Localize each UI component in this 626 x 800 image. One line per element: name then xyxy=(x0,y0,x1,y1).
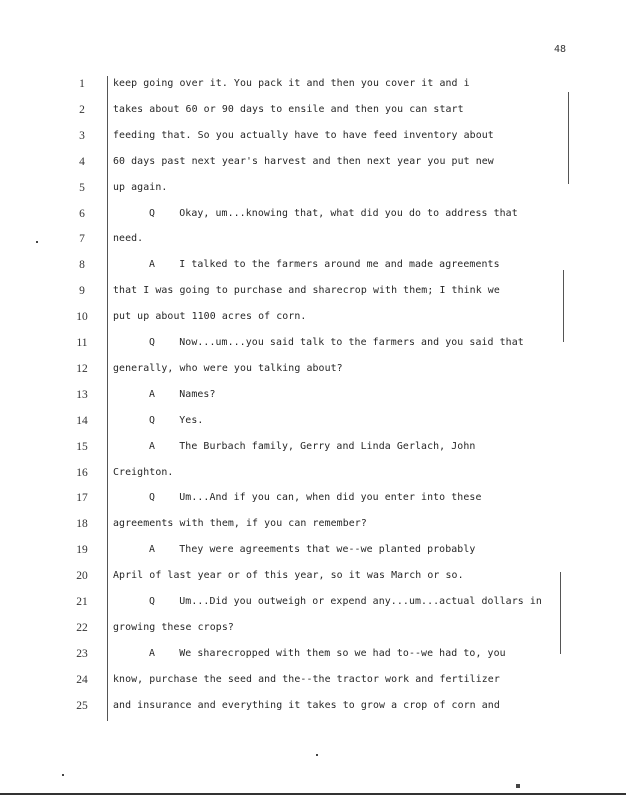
line-text: Q Yes. xyxy=(149,414,204,426)
line-number: 5 xyxy=(79,181,85,194)
line-text: keep going over it. You pack it and then you cover it and i xyxy=(113,78,470,89)
transcript-line xyxy=(0,670,626,696)
line-number: 23 xyxy=(76,647,88,660)
line-number: 18 xyxy=(76,518,88,531)
line-number: 25 xyxy=(76,699,88,712)
line-number: 16 xyxy=(76,466,88,479)
line-number: 13 xyxy=(76,388,88,401)
transcript-line xyxy=(0,281,626,307)
line-text: A Names? xyxy=(149,388,216,400)
line-text: that I was going to purchase and sharecrop with them; I think we xyxy=(113,285,500,297)
transcript-line xyxy=(0,411,626,437)
line-text: growing these crops? xyxy=(113,621,234,633)
line-text: Q Um...And if you can, when did you enter into these xyxy=(149,492,482,504)
line-text: A I talked to the farmers around me and made agreements xyxy=(149,259,500,271)
transcript-line xyxy=(0,618,626,644)
transcript-line xyxy=(0,566,626,592)
line-number: 10 xyxy=(76,311,88,324)
line-number: 3 xyxy=(79,129,85,142)
line-text: A They were agreements that we--we planted probably xyxy=(149,544,476,556)
line-number: 12 xyxy=(76,362,88,375)
line-number: 4 xyxy=(79,155,85,168)
line-text: Q Now...um...you said talk to the farmers and you said that xyxy=(149,337,524,348)
line-text: April of last year or of this year, so it was March or so. xyxy=(113,570,464,582)
line-text: takes about 60 or 90 days to ensile and then you can start xyxy=(113,103,464,115)
line-text: Creighton. xyxy=(113,466,174,478)
line-text: A The Burbach family, Gerry and Linda Gerlach, John xyxy=(149,440,476,452)
scan-speck xyxy=(516,784,520,788)
transcript-line xyxy=(0,100,626,126)
line-text: know, purchase the seed and the--the tractor work and fertilizer xyxy=(113,673,500,685)
line-text: and insurance and everything it takes to grow a crop of corn and xyxy=(113,699,500,711)
line-number: 9 xyxy=(79,285,85,298)
line-text: 60 days past next year's harvest and then next year you put new xyxy=(113,155,494,167)
line-number: 15 xyxy=(76,440,88,453)
line-text: Q Um...Did you outweigh or expend any...um...actual dollars in xyxy=(149,596,542,607)
transcript-line xyxy=(0,229,626,255)
line-number: 19 xyxy=(76,544,88,557)
transcript-line xyxy=(0,359,626,385)
transcript-line xyxy=(0,514,626,540)
line-text: feeding that. So you actually have to have feed inventory about xyxy=(113,129,494,141)
transcript-line xyxy=(0,126,626,152)
transcript-line xyxy=(0,644,626,670)
line-text: A We sharecropped with them so we had to--we had to, you xyxy=(149,647,506,659)
line-number: 22 xyxy=(76,621,88,634)
transcript-line xyxy=(0,540,626,566)
line-text: Q Okay, um...knowing that, what did you do to address that xyxy=(149,207,518,219)
line-number: 14 xyxy=(76,414,88,427)
scan-speck xyxy=(62,774,64,776)
transcript-line xyxy=(0,307,626,333)
line-text: up again. xyxy=(113,181,168,193)
transcript-line xyxy=(0,333,626,359)
transcript-line xyxy=(0,488,626,514)
line-text: put up about 1100 acres of corn. xyxy=(113,311,307,323)
transcript-line xyxy=(0,74,626,100)
line-number: 24 xyxy=(76,673,88,686)
line-number: 17 xyxy=(76,492,88,505)
line-number: 11 xyxy=(76,337,88,349)
line-number: 1 xyxy=(79,78,85,90)
transcript-line xyxy=(0,592,626,618)
line-number: 8 xyxy=(79,259,85,272)
line-text: agreements with them, if you can remember? xyxy=(113,518,367,530)
transcript-line xyxy=(0,696,626,722)
bottom-border xyxy=(0,793,626,795)
page-number: 48 xyxy=(553,44,566,55)
transcript-line xyxy=(0,152,626,178)
transcript-line xyxy=(0,255,626,281)
line-number: 7 xyxy=(79,233,85,246)
scan-speck xyxy=(316,754,318,756)
transcript-line xyxy=(0,463,626,489)
line-text: need. xyxy=(113,233,144,245)
transcript-line xyxy=(0,204,626,230)
line-number: 2 xyxy=(79,103,85,116)
transcript-line xyxy=(0,437,626,463)
transcript-line xyxy=(0,178,626,204)
line-text: generally, who were you talking about? xyxy=(113,362,343,374)
line-number: 21 xyxy=(76,596,88,608)
line-number: 6 xyxy=(79,207,85,220)
line-number: 20 xyxy=(76,570,88,583)
transcript-line xyxy=(0,385,626,411)
